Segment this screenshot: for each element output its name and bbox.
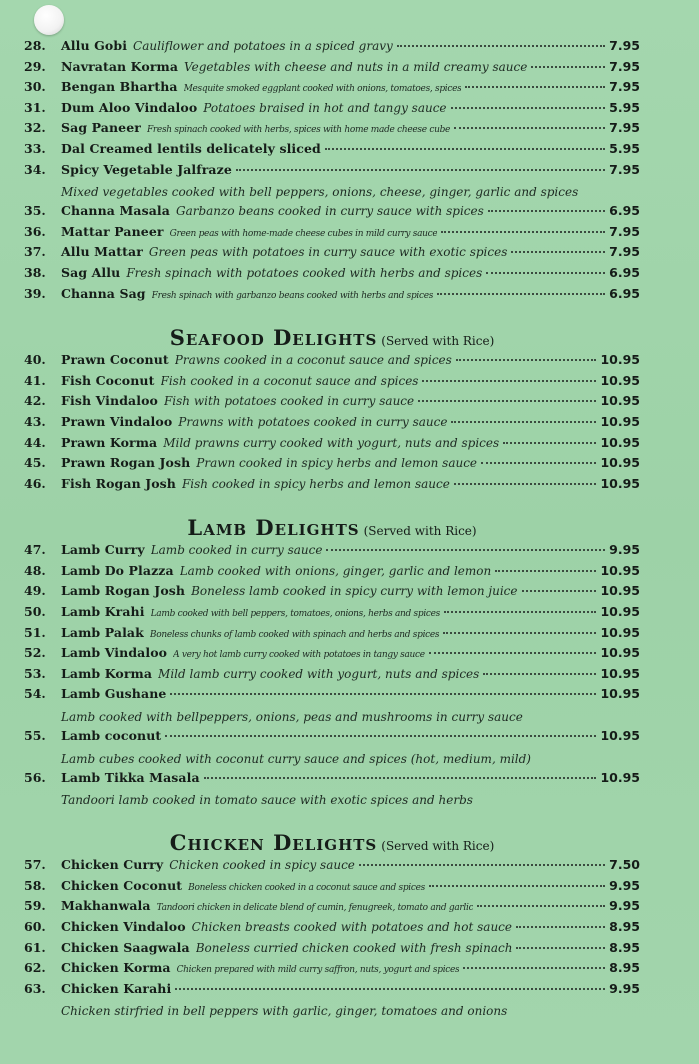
- item-number: 44.: [24, 434, 46, 450]
- item-number: 52.: [24, 645, 46, 661]
- menu-item: [24, 476, 640, 497]
- item-number: 40.: [24, 352, 46, 368]
- item-price: 10.95: [600, 583, 640, 599]
- item-price: 10.95: [600, 562, 640, 578]
- item-name: Dal Creamed lentils delicately sliced: [61, 140, 321, 156]
- item-price: 7.95: [609, 79, 640, 95]
- item-description: Fish cooked in spicy herbs and lemon sauce: [181, 476, 450, 491]
- item-price: 10.95: [600, 352, 640, 368]
- item-description: Prawns cooked in a coconut sauce and spices: [174, 353, 452, 368]
- menu-item-line: [24, 857, 640, 878]
- item-name: Spicy Vegetable Jalfraze: [61, 161, 232, 177]
- item-price: 7.95: [609, 244, 640, 260]
- item-name: Chicken Saagwala: [61, 939, 190, 955]
- section-title: Chicken Delights: [169, 830, 378, 856]
- item-name: Allu Mattar: [61, 244, 143, 260]
- menu-item: [24, 770, 640, 812]
- menu-item: [24, 898, 640, 919]
- item-number: 50.: [24, 604, 46, 620]
- menu-item-line: [24, 666, 640, 687]
- menu-item-line: [24, 265, 640, 286]
- item-name: Lamb coconut: [61, 728, 162, 744]
- menu-item: [24, 352, 640, 373]
- item-price: 7.95: [609, 58, 640, 74]
- menu-item-line: [24, 59, 640, 80]
- item-number: 49.: [24, 583, 46, 599]
- section-note: (Served with Rice): [381, 334, 495, 349]
- item-name: Mattar Paneer: [61, 223, 164, 239]
- section-note: (Served with Rice): [381, 839, 495, 854]
- item-number: 57.: [24, 857, 46, 873]
- menu-item-line: [24, 604, 640, 625]
- item-description: Fish with potatoes cooked in curry sauce: [163, 394, 415, 409]
- item-price: 10.95: [600, 624, 640, 640]
- menu-item-line: [24, 38, 640, 59]
- binder-hole: [34, 5, 64, 35]
- menu-item: [24, 857, 640, 878]
- item-price: 6.95: [609, 203, 640, 219]
- item-name: Lamb Rogan Josh: [61, 583, 186, 599]
- item-subdescription: Chicken stirfried in bell peppers with garlic, ginger, tomatoes and onions: [61, 1004, 508, 1019]
- menu-item-line: [24, 940, 640, 961]
- item-price: 5.95: [609, 140, 640, 156]
- menu-item: [24, 265, 640, 286]
- menu-item-line: [24, 100, 640, 121]
- dot-leader: [495, 570, 596, 572]
- item-number: 60.: [24, 919, 46, 934]
- item-price: 10.95: [600, 475, 640, 491]
- dot-leader: [418, 400, 596, 402]
- item-price: 10.95: [600, 769, 640, 785]
- item-number: 43.: [24, 413, 46, 429]
- menu-item-line: [24, 120, 640, 141]
- menu-item-line: [24, 244, 640, 265]
- dot-leader: [456, 359, 597, 361]
- item-description: Fresh spinach with potatoes cooked with herbs and spices: [126, 265, 483, 280]
- section-title: Seafood Delights: [169, 325, 378, 351]
- item-price: 8.95: [609, 960, 640, 976]
- menu-item: [24, 286, 640, 307]
- item-price: 5.95: [609, 99, 640, 115]
- item-number: 55.: [24, 728, 46, 744]
- dot-leader: [397, 45, 605, 47]
- item-description: Cauliflower and potatoes in a spiced gravy: [133, 39, 393, 53]
- item-price: 7.50: [609, 857, 640, 873]
- vegetable-items: [24, 38, 640, 306]
- dot-leader: [454, 483, 597, 485]
- dot-leader: [165, 735, 596, 737]
- seafood-items: [24, 352, 640, 496]
- menu-item-line: [24, 919, 640, 940]
- menu-list: [24, 38, 640, 1022]
- dot-leader: [236, 169, 605, 171]
- item-description: Chicken prepared with mild curry saffron, nuts, yogurt and spices: [176, 965, 460, 976]
- item-description: Boneless lamb cooked in spicy curry with lemon juice: [191, 584, 518, 599]
- item-number: 32.: [24, 120, 46, 136]
- dot-leader: [486, 272, 605, 274]
- item-description: Lamb cooked with onions, ginger, garlic and lemon: [179, 563, 492, 578]
- menu-item: [24, 455, 640, 476]
- dot-leader: [422, 380, 596, 382]
- item-description: Boneless chicken cooked in a coconut sauce and spices: [188, 882, 425, 893]
- menu-item-line: [24, 625, 640, 646]
- item-subdescription: Tandoori lamb cooked in tomato sauce with exotic spices and herbs: [61, 793, 473, 808]
- menu-item-line: [24, 203, 640, 224]
- dot-leader: [326, 549, 605, 551]
- dot-leader: [204, 777, 597, 779]
- item-name: Navratan Korma: [61, 58, 179, 74]
- item-name: Fish Vindaloo: [61, 393, 158, 409]
- menu-item: [24, 728, 640, 770]
- item-description: Green peas with potatoes in curry sauce with exotic spices: [148, 245, 508, 260]
- item-number: 33.: [24, 140, 46, 156]
- item-name: Chicken Vindaloo: [61, 919, 186, 934]
- item-name: Bengan Bhartha: [61, 79, 178, 95]
- menu-item-line: [24, 79, 640, 100]
- menu-item-line: [24, 878, 640, 899]
- menu-item-line: [24, 414, 640, 435]
- menu-item: [24, 686, 640, 728]
- item-number: 36.: [24, 223, 46, 239]
- menu-item-line: [24, 898, 640, 919]
- menu-item: [24, 162, 640, 204]
- item-number: 45.: [24, 455, 46, 471]
- menu-item-line: [24, 393, 640, 414]
- menu-item: [24, 373, 640, 394]
- menu-item: [24, 38, 640, 59]
- item-name: Chicken Karahi: [61, 980, 172, 996]
- menu-item: [24, 542, 640, 563]
- item-price: 10.95: [600, 686, 640, 702]
- item-description: Vegetables with cheese and nuts in a mild creamy sauce: [184, 59, 528, 74]
- menu-item-line: [24, 770, 640, 791]
- item-number: 53.: [24, 665, 46, 681]
- item-name: Dum Aloo Vindaloo: [61, 99, 198, 115]
- item-number: 62.: [24, 960, 46, 976]
- dot-leader: [511, 251, 605, 253]
- menu-item: [24, 100, 640, 121]
- menu-item: [24, 414, 640, 435]
- menu-item-line: [24, 476, 640, 497]
- menu-item: [24, 960, 640, 981]
- item-number: 47.: [24, 542, 46, 558]
- item-price: 6.95: [609, 264, 640, 280]
- dot-leader: [477, 905, 605, 907]
- dot-leader: [429, 885, 605, 887]
- lamb-items: [24, 542, 640, 811]
- dot-leader: [531, 66, 605, 68]
- item-price: 9.95: [609, 542, 640, 558]
- item-name: Fish Coconut: [61, 372, 155, 388]
- dot-leader: [429, 652, 597, 654]
- item-price: 7.95: [609, 38, 640, 53]
- menu-item: [24, 435, 640, 456]
- chicken-section-header: [24, 811, 640, 857]
- dot-leader: [451, 107, 606, 109]
- item-description: Green peas with home-made cheese cubes in mild curry sauce: [169, 228, 438, 239]
- dot-leader: [483, 673, 596, 675]
- item-number: 30.: [24, 79, 46, 95]
- item-name: Lamb Tikka Masala: [61, 769, 200, 785]
- dot-leader: [516, 926, 605, 928]
- menu-item-line: [24, 645, 640, 666]
- item-price: 10.95: [600, 645, 640, 661]
- dot-leader: [359, 864, 605, 866]
- item-number: 28.: [24, 38, 46, 53]
- item-number: 59.: [24, 898, 46, 914]
- item-name: Lamb Gushane: [61, 686, 167, 702]
- item-name: Lamb Vindaloo: [61, 645, 168, 661]
- item-description: Mild prawns curry cooked with yogurt, nuts and spices: [163, 435, 500, 450]
- item-description: Garbanzo beans cooked in curry sauce with spices: [175, 204, 484, 219]
- menu-item-line: [24, 435, 640, 456]
- dot-leader: [444, 611, 596, 613]
- menu-item: [24, 666, 640, 687]
- item-number: 51.: [24, 624, 46, 640]
- section-note: (Served with Rice): [363, 524, 477, 539]
- item-number: 39.: [24, 285, 46, 301]
- menu-item-line: [24, 583, 640, 604]
- item-subdescription: Mixed vegetables cooked with bell peppers, onions, cheese, ginger, garlic and spices: [61, 185, 579, 200]
- item-number: 38.: [24, 264, 46, 280]
- seafood-section-header: [24, 306, 640, 352]
- menu-item: [24, 878, 640, 899]
- item-description: Fresh spinach with garbanzo beans cooked with herbs and spices: [151, 290, 434, 301]
- item-price: 10.95: [600, 434, 640, 450]
- item-price: 10.95: [600, 393, 640, 409]
- item-name: Chicken Curry: [61, 857, 164, 873]
- item-price: 8.95: [609, 939, 640, 955]
- item-description: Fresh spinach cooked with herbs, spices with home made cheese cube: [146, 125, 451, 136]
- menu-item: [24, 393, 640, 414]
- menu-item-line: [24, 563, 640, 584]
- menu-item: [24, 79, 640, 100]
- menu-item: [24, 625, 640, 646]
- item-subdescription: Lamb cubes cooked with coconut curry sauce and spices (hot, medium, mild): [61, 751, 531, 766]
- menu-item: [24, 981, 640, 1023]
- dot-leader: [463, 967, 605, 969]
- menu-item-line: [24, 352, 640, 373]
- dot-leader: [503, 442, 596, 444]
- item-price: 9.95: [609, 898, 640, 914]
- item-price: 8.95: [609, 919, 640, 934]
- menu-item-line: [24, 373, 640, 394]
- item-name: Chicken Korma: [61, 960, 171, 976]
- menu-item: [24, 120, 640, 141]
- menu-item: [24, 583, 640, 604]
- dot-leader: [437, 293, 605, 295]
- item-name: Chicken Coconut: [61, 877, 183, 893]
- menu-item-line: [24, 286, 640, 307]
- menu-item: [24, 563, 640, 584]
- item-number: 58.: [24, 877, 46, 893]
- menu-item-line: [24, 686, 640, 707]
- menu-item: [24, 203, 640, 224]
- item-description: Lamb cooked in curry sauce: [150, 543, 323, 558]
- menu-item-line: [24, 981, 640, 1002]
- item-name: Sag Paneer: [61, 120, 141, 136]
- item-number: 34.: [24, 161, 46, 177]
- item-price: 10.95: [600, 455, 640, 471]
- item-price: 7.95: [609, 161, 640, 177]
- item-name: Prawn Coconut: [61, 352, 169, 368]
- menu-item-line: [24, 542, 640, 563]
- dot-leader: [170, 693, 596, 695]
- menu-item-line: [24, 141, 640, 162]
- item-number: 31.: [24, 99, 46, 115]
- item-price: 10.95: [600, 728, 640, 744]
- item-number: 61.: [24, 939, 46, 955]
- item-name: Lamb Curry: [61, 542, 145, 558]
- item-description: Mesquite smoked eggplant cooked with onions, tomatoes, spices: [183, 84, 462, 95]
- item-price: 6.95: [609, 285, 640, 301]
- item-description: A very hot lamb curry cooked with potatoes in tangy sauce: [173, 650, 425, 661]
- item-name: Lamb Do Plazza: [61, 562, 174, 578]
- item-number: 56.: [24, 769, 46, 785]
- item-name: Allu Gobi: [61, 38, 128, 53]
- item-price: 10.95: [600, 604, 640, 620]
- item-price: 7.95: [609, 223, 640, 239]
- menu-item: [24, 940, 640, 961]
- item-description: Chicken cooked in spicy sauce: [169, 858, 355, 873]
- item-name: Prawn Vindaloo: [61, 413, 173, 429]
- item-description: Chicken breasts cooked with potatoes and hot sauce: [191, 920, 513, 934]
- dot-leader: [441, 231, 605, 233]
- dot-leader: [443, 632, 596, 634]
- item-number: 46.: [24, 475, 46, 491]
- item-number: 42.: [24, 393, 46, 409]
- dot-leader: [516, 947, 605, 949]
- item-name: Prawn Rogan Josh: [61, 455, 191, 471]
- item-name: Lamb Krahi: [61, 604, 145, 620]
- menu-item-line: [24, 455, 640, 476]
- item-number: 63.: [24, 980, 46, 996]
- menu-item-line: [24, 728, 640, 749]
- item-price: 7.95: [609, 120, 640, 136]
- item-name: Sag Allu: [61, 264, 121, 280]
- item-price: 9.95: [609, 877, 640, 893]
- item-description: Prawns with potatoes cooked in curry sauce: [178, 414, 448, 429]
- item-description: Prawn cooked in spicy herbs and lemon sauce: [196, 456, 478, 471]
- dot-leader: [522, 590, 597, 592]
- item-name: Lamb Palak: [61, 624, 144, 640]
- item-subdescription: Lamb cooked with bellpeppers, onions, peas and mushrooms in curry sauce: [61, 710, 523, 725]
- dot-leader: [325, 148, 605, 150]
- item-name: Fish Rogan Josh: [61, 475, 176, 491]
- dot-leader: [488, 210, 605, 212]
- item-price: 10.95: [600, 413, 640, 429]
- item-number: 41.: [24, 372, 46, 388]
- menu-item: [24, 645, 640, 666]
- lamb-section-header: [24, 496, 640, 542]
- item-number: 29.: [24, 58, 46, 74]
- item-number: 37.: [24, 244, 46, 260]
- menu-item-line: [24, 960, 640, 981]
- dot-leader: [481, 462, 596, 464]
- item-number: 35.: [24, 203, 46, 219]
- dot-leader: [454, 127, 605, 129]
- menu-item: [24, 141, 640, 162]
- item-name: Makhanwala: [61, 898, 151, 914]
- item-price: 10.95: [600, 372, 640, 388]
- dot-leader: [451, 421, 596, 423]
- item-price: 10.95: [600, 665, 640, 681]
- menu-item: [24, 244, 640, 265]
- item-name: Lamb Korma: [61, 665, 153, 681]
- item-description: Fish cooked in a coconut sauce and spices: [160, 373, 419, 388]
- menu-item: [24, 604, 640, 625]
- menu-item-line: [24, 162, 640, 183]
- dot-leader: [465, 86, 605, 88]
- item-number: 54.: [24, 686, 46, 702]
- dot-leader: [175, 988, 605, 990]
- menu-item: [24, 224, 640, 245]
- menu-item-line: [24, 224, 640, 245]
- item-description: Potatoes braised in hot and tangy sauce: [203, 100, 447, 115]
- menu-item: [24, 919, 640, 940]
- section-title: Lamb Delights: [187, 515, 360, 541]
- item-description: Boneless chunks of lamb cooked with spinach and herbs and spices: [149, 629, 440, 640]
- item-name: Prawn Korma: [61, 434, 158, 450]
- item-name: Channa Masala: [61, 203, 170, 219]
- item-description: Lamb cooked with bell peppers, tomatoes, onions, herbs and spices: [150, 609, 440, 620]
- item-description: Boneless curried chicken cooked with fresh spinach: [195, 940, 513, 955]
- chicken-items: [24, 857, 640, 1022]
- item-description: Mild lamb curry cooked with yogurt, nuts and spices: [158, 666, 480, 681]
- item-price: 9.95: [609, 980, 640, 996]
- menu-item: [24, 59, 640, 80]
- item-number: 48.: [24, 562, 46, 578]
- item-name: Channa Sag: [61, 285, 146, 301]
- item-description: Tandoori chicken in delicate blend of cumin, fenugreek, tomato and garlic: [156, 903, 474, 914]
